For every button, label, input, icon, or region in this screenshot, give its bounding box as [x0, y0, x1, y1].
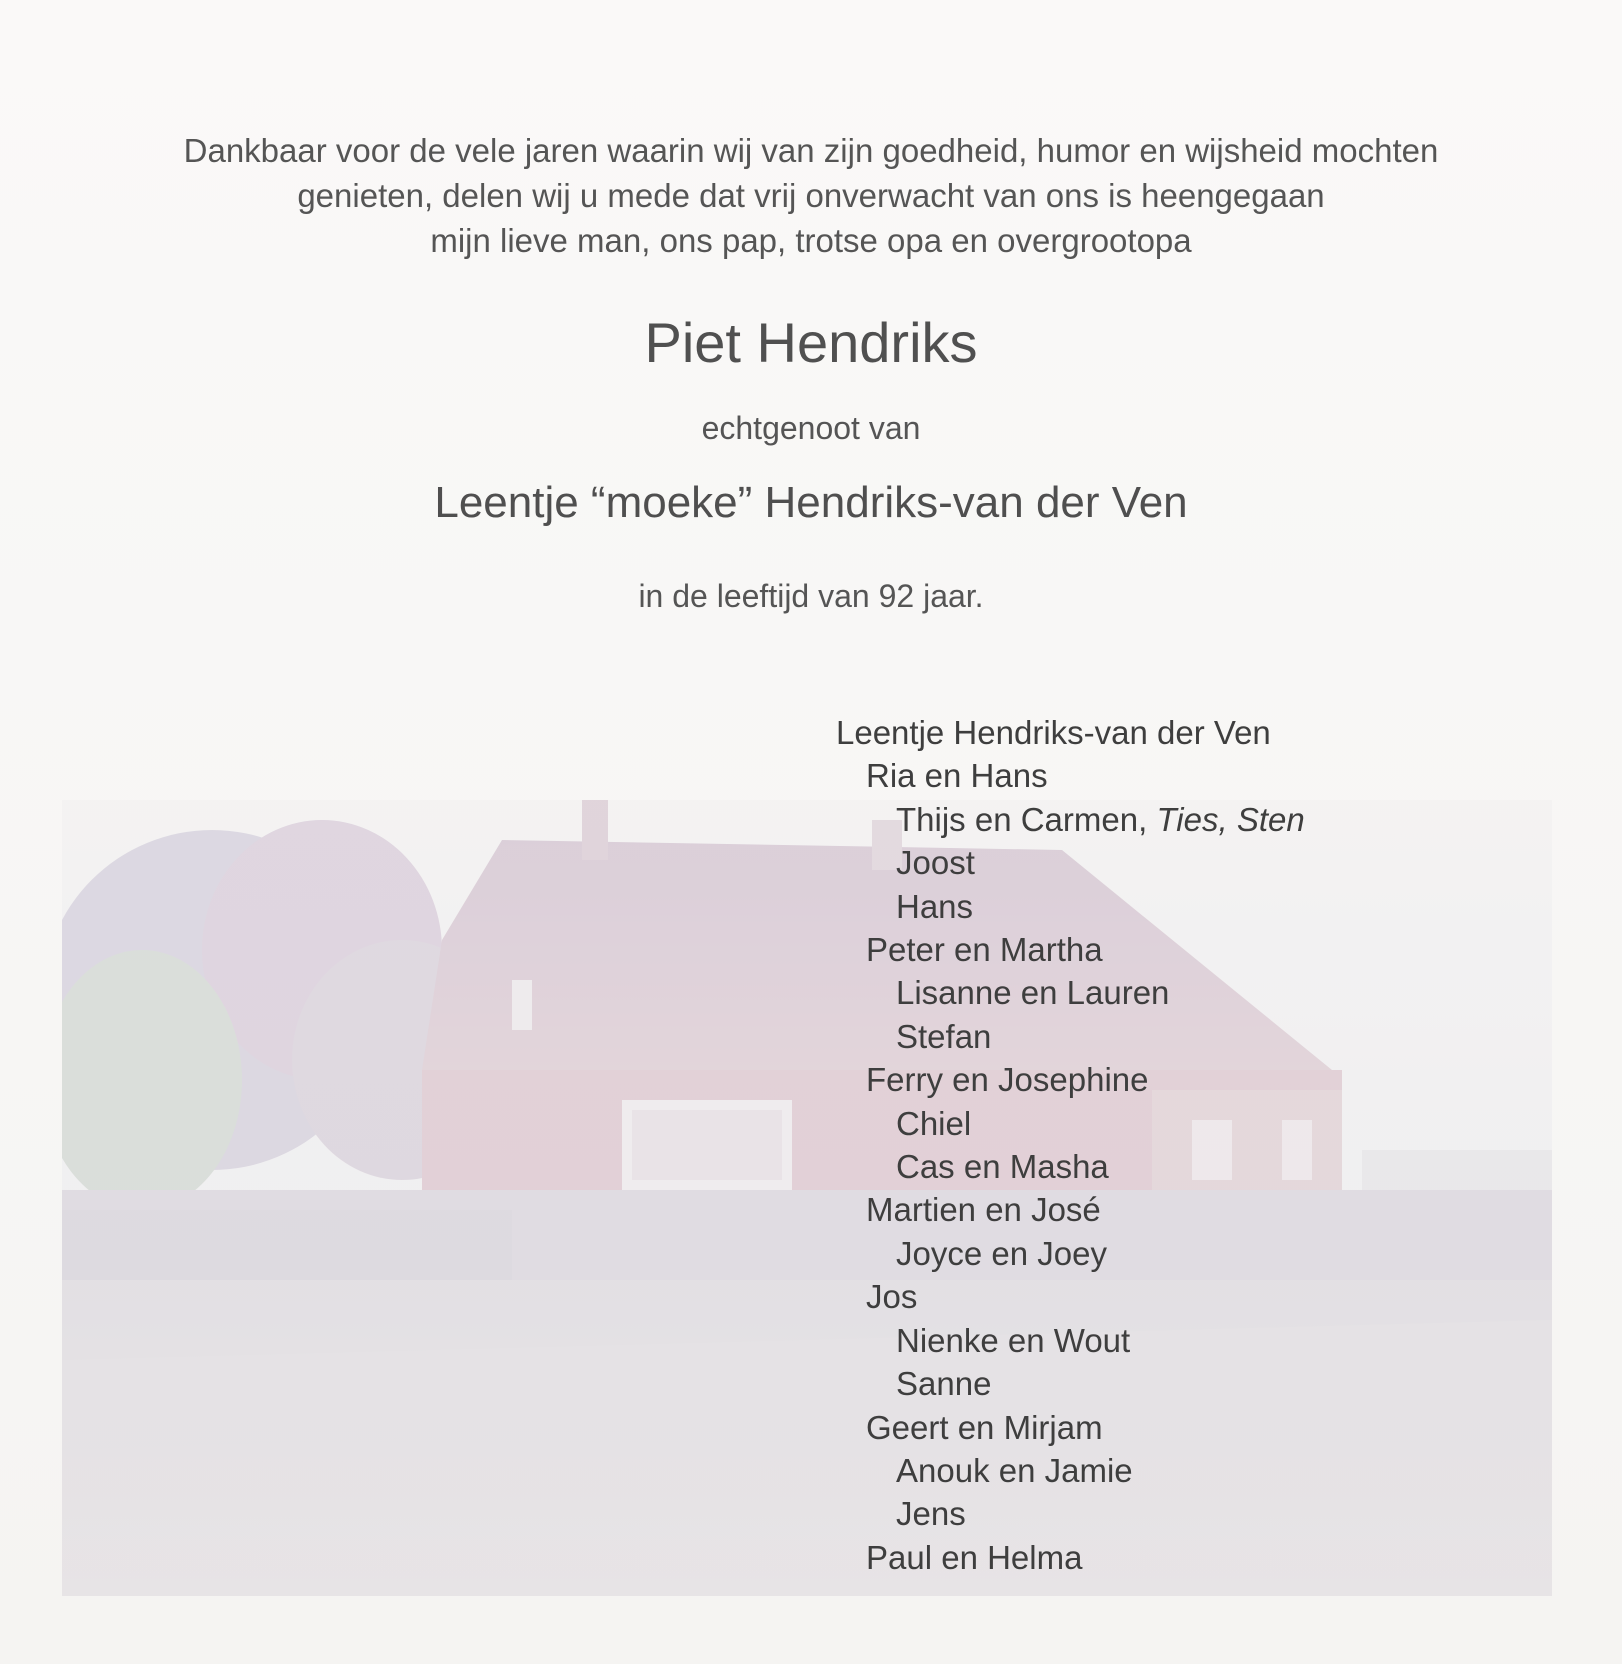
grandchild-name: [836, 798, 1305, 841]
grandchild-name: Jens: [896, 1495, 966, 1533]
child-name: Paul en Helma: [866, 1538, 1083, 1576]
grandchild-name: Cas en Masha: [896, 1148, 1109, 1186]
grandchild-name: Stefan: [896, 1017, 992, 1055]
family-list: [836, 711, 1305, 1579]
family-spouse: Leentje Hendriks-van der Ven: [836, 714, 1271, 751]
grandchild-name: Joyce en Joey: [896, 1234, 1107, 1272]
great-grandchildren-names: Ties, Sten: [1156, 800, 1305, 838]
child-name: Geert en Mirjam: [866, 1408, 1103, 1446]
grandchild-name: Anouk en Jamie: [896, 1451, 1133, 1489]
child-name: Jos: [866, 1278, 918, 1316]
grandchild-name: Sanne: [896, 1365, 992, 1403]
grandchild-name: Joost: [896, 844, 975, 882]
grandchild-name: Lisanne en Lauren: [896, 974, 1170, 1012]
grandchild-name: Hans: [896, 887, 974, 925]
age-text: in de leeftijd van 92 jaar.: [638, 578, 984, 614]
spouse-name: Leentje “moeke” Hendriks-van der Ven: [434, 478, 1188, 527]
background-house-photo: [62, 800, 1552, 1596]
child-name: Ria en Hans: [866, 757, 1048, 795]
child-name: Ferry en Josephine: [866, 1061, 1149, 1099]
grandchild-name: Chiel: [896, 1104, 972, 1142]
intro-line-1: Dankbaar voor de vele jaren waarin wij van zijn goedheid, humor en wijsheid mochten: [183, 132, 1439, 169]
spouse-intro: echtgenoot van: [701, 410, 921, 446]
intro-line-2: genieten, delen wij u mede dat vrij onverwacht van ons is heengegaan: [297, 177, 1325, 214]
grandchild-name: Nienke en Wout: [896, 1321, 1131, 1359]
deceased-name: Piet Hendriks: [644, 311, 978, 374]
intro-text: [0, 128, 1622, 263]
child-name: Peter en Martha: [866, 931, 1103, 969]
grandchild-name-main: Thijs en Carmen,: [896, 800, 1148, 838]
child-name: Martien en José: [866, 1191, 1101, 1229]
intro-line-3: mijn lieve man, ons pap, trotse opa en overgrootopa: [430, 222, 1192, 259]
